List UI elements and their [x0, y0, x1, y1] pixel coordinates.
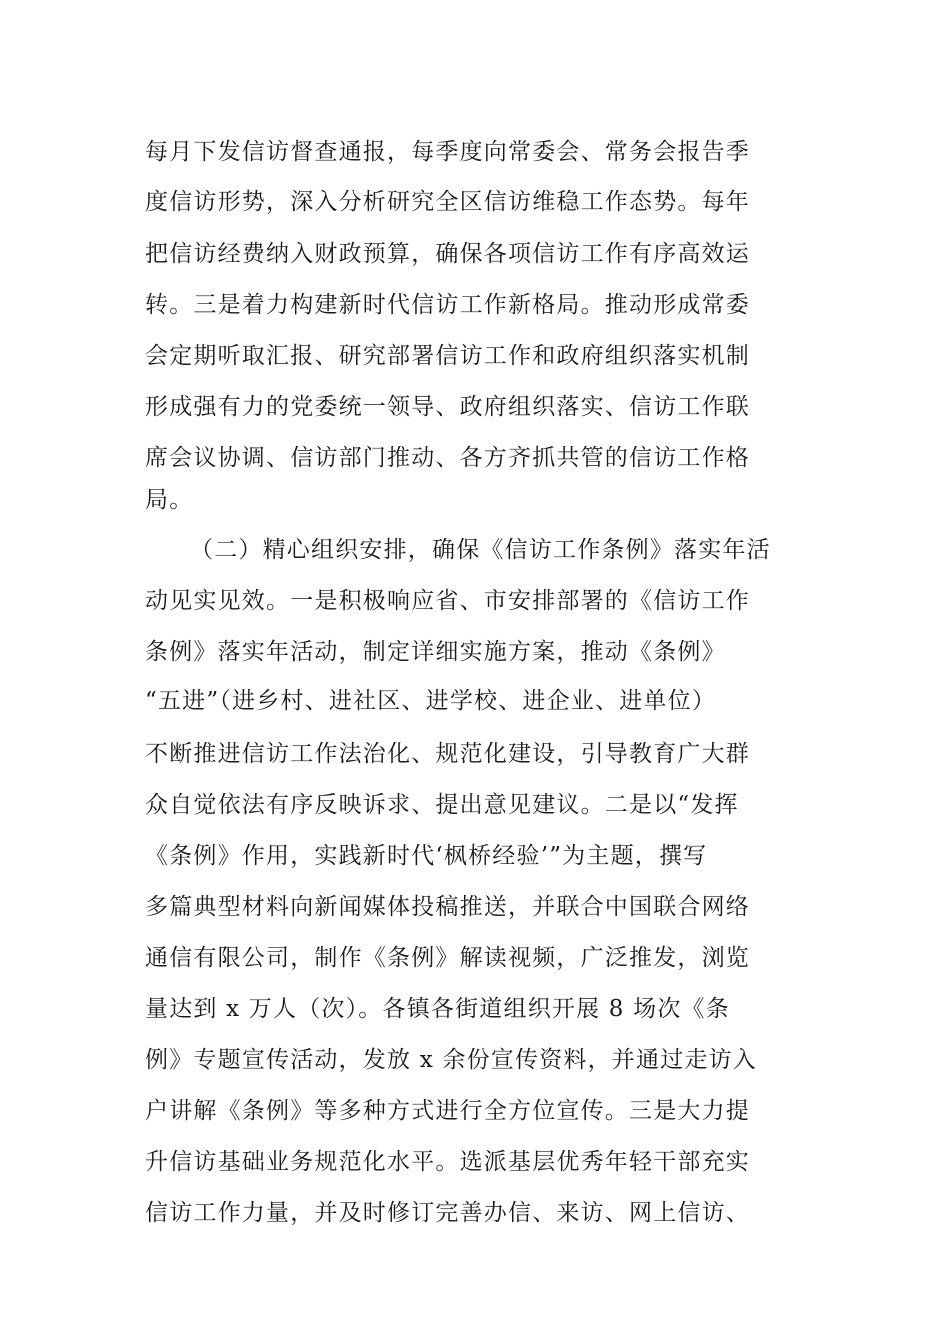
- text-line: 条例》落实年活动，制定详细实施方案，推动《条例》: [145, 639, 726, 665]
- text-line: 通信有限公司，制作《条例》解读视频，广泛推发，浏览: [145, 945, 750, 971]
- text-line: 转。三是着力构建新时代信访工作新格局。推动形成常委: [145, 292, 750, 318]
- text-line: 多篇典型材料向新闻媒体投稿推送，并联合中国联合网络: [145, 894, 750, 920]
- text-line: “五进”（进乡村、进社区、进学校、进企业、进单位）: [145, 688, 717, 714]
- text-line: 会定期听取汇报、研究部署信访工作和政府组织落实机制: [145, 343, 750, 369]
- text-line: 把信访经费纳入财政预算，确保各项信访工作有序高效运: [145, 241, 750, 267]
- text-line: 形成强有力的党委统一领导、政府组织落实、信访工作联: [145, 394, 750, 420]
- text-line: 例》专题宣传活动，发放 x 余份宣传资料，并通过走访入: [145, 1047, 757, 1073]
- text-line: 席会议协调、信访部门推动、各方齐抓共管的信访工作格: [145, 445, 750, 471]
- text-line: 信访工作力量，并及时修订完善办信、来访、网上信访、: [145, 1200, 750, 1226]
- text-line: 动见实见效。一是积极响应省、市安排部署的《信访工作: [145, 588, 750, 614]
- text-line: 户讲解《条例》等多种方式进行全方位宣传。三是大力提: [145, 1098, 750, 1124]
- text-line: 众自觉依法有序反映诉求、提出意见建议。二是以“发挥: [145, 792, 739, 818]
- text-line: 局。: [145, 487, 194, 513]
- text-line: 每月下发信访督查通报，每季度向常委会、常务会报告季: [145, 139, 750, 165]
- text-line: 升信访基础业务规范化水平。选派基层优秀年轻干部充实: [145, 1149, 750, 1175]
- text-line: 不断推进信访工作法治化、规范化建设，引导教育广大群: [145, 741, 750, 767]
- text-line: 度信访形势，深入分析研究全区信访维稳工作态势。每年: [145, 189, 750, 215]
- paragraph-first-line: （二）精心组织安排，确保《信访工作条例》落实年活: [190, 537, 771, 563]
- text-line: 量达到 x 万人（次）。各镇各街道组织开展 8 场次《条: [145, 996, 730, 1022]
- text-line: 《条例》作用，实践新时代‘枫桥经验’”为主题，撰写: [145, 843, 708, 869]
